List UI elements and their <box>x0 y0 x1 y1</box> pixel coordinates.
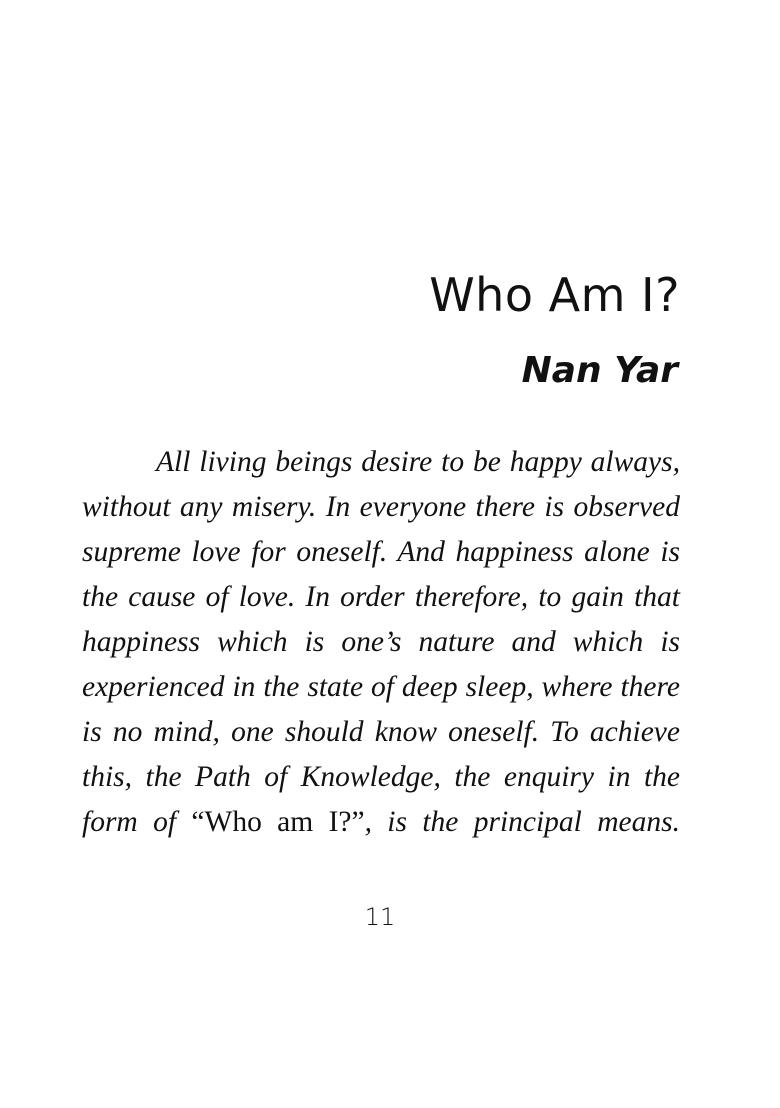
paragraph-line: the cause of love. In order therefore, to gain that <box>82 581 680 613</box>
paragraph-line: is no mind, one should know oneself. To achieve <box>82 716 680 748</box>
body-paragraph <box>82 440 680 845</box>
paragraph-line: experienced in the state of deep sleep, where there <box>82 671 680 703</box>
paragraph-line: All living beings desire to be happy always, <box>156 446 680 478</box>
paragraph-line: this, the Path of Knowledge, the enquiry in the <box>82 761 680 793</box>
paragraph-line: without any misery. In everyone there is observed <box>82 491 680 523</box>
last-line-start: form of <box>82 806 192 838</box>
quoted-question: “Who am I?” <box>191 806 365 838</box>
last-line-end: , is the principal means. <box>364 806 680 838</box>
paragraph-last-line <box>82 800 680 845</box>
paragraph-line: supreme love for oneself. And happiness alone is <box>82 536 680 568</box>
page-title: Who Am I? <box>429 268 680 322</box>
paragraph-line: happiness which is one’s nature and which is <box>82 626 680 658</box>
page-number: 11 <box>364 903 396 931</box>
page-subtitle: Nan Yar <box>521 350 678 391</box>
